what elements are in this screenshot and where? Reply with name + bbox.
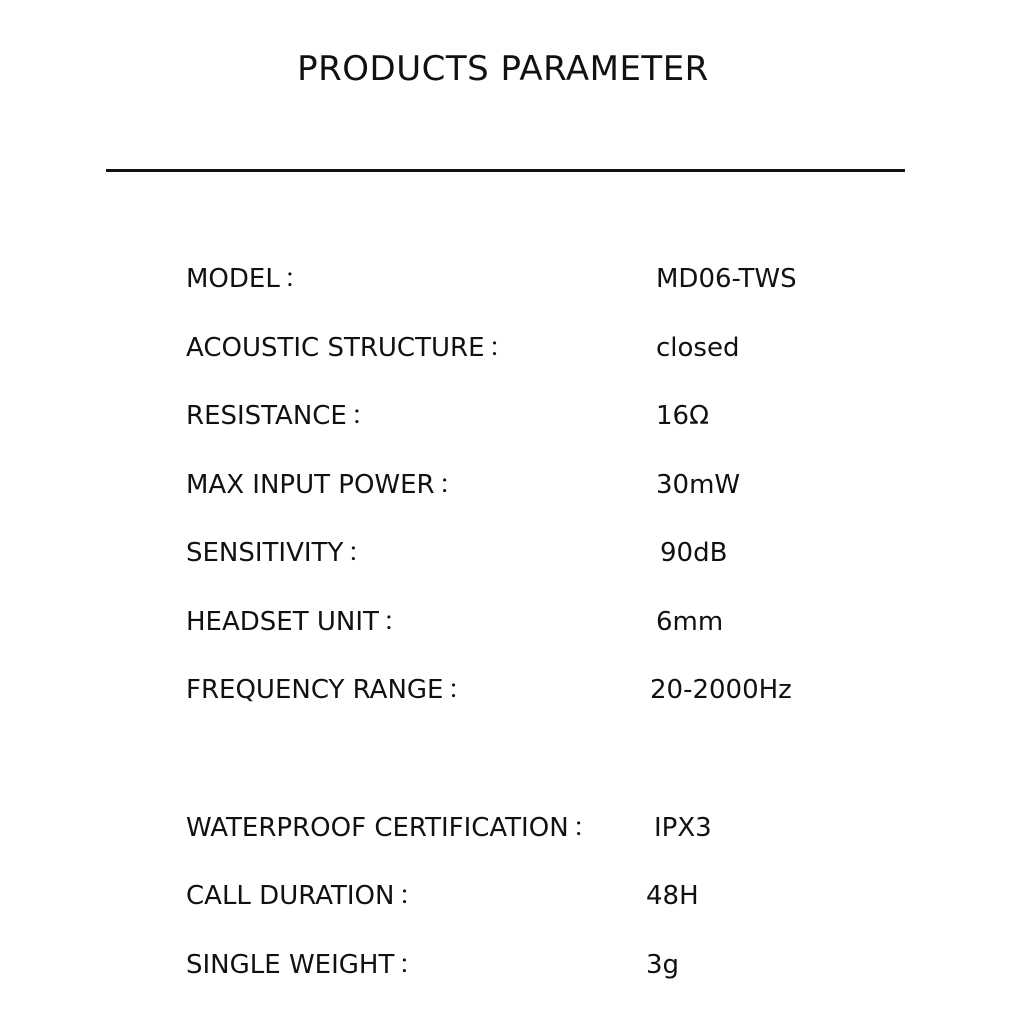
spec-row-call-duration xyxy=(0,876,1010,916)
spec-row-acoustic-structure xyxy=(0,328,1010,368)
spec-separator: ： xyxy=(350,401,377,431)
spec-label-text: SINGLE WEIGHT xyxy=(186,950,395,980)
spec-separator: ： xyxy=(398,881,425,911)
spec-row-model xyxy=(0,259,1010,299)
spec-separator: ： xyxy=(347,538,374,568)
spec-label xyxy=(186,945,424,985)
spec-row-single-weight xyxy=(0,945,1010,985)
spec-value: IPX3 xyxy=(654,813,712,843)
spec-value: 6mm xyxy=(656,607,724,637)
spec-row-waterproof-certification xyxy=(0,808,1010,848)
spec-label xyxy=(186,602,409,642)
spec-row-max-input-power xyxy=(0,465,1010,505)
spec-value: 3g xyxy=(646,950,680,980)
spec-value: closed xyxy=(656,333,740,363)
spec-label xyxy=(186,465,465,505)
spec-label-text: HEADSET UNIT xyxy=(186,607,379,637)
spec-label-text: MODEL xyxy=(186,264,280,294)
spec-row-headset-unit xyxy=(0,602,1010,642)
spec-label xyxy=(186,808,599,848)
spec-row-frequency-range xyxy=(0,670,1010,710)
spec-value: 16Ω xyxy=(656,401,709,431)
spec-label-text: FREQUENCY RANGE xyxy=(186,675,444,705)
spec-separator: ： xyxy=(382,607,409,637)
spec-separator: ： xyxy=(398,950,425,980)
spec-label-text: RESISTANCE xyxy=(186,401,347,431)
spec-label-text: MAX INPUT POWER xyxy=(186,470,435,500)
spec-separator: ： xyxy=(447,675,474,705)
spec-value: 48H xyxy=(646,881,699,911)
spec-row-sensitivity xyxy=(0,533,1010,573)
title-divider xyxy=(106,169,905,172)
spec-separator: ： xyxy=(283,264,310,294)
spec-value: 30mW xyxy=(656,470,741,500)
spec-label-text: CALL DURATION xyxy=(186,881,395,911)
spec-label xyxy=(186,396,377,436)
spec-separator: ： xyxy=(488,333,515,363)
spec-label xyxy=(186,670,474,710)
spec-label xyxy=(186,876,425,916)
spec-label xyxy=(186,259,310,299)
spec-label-text: SENSITIVITY xyxy=(186,538,344,568)
spec-value: 90dB xyxy=(660,538,728,568)
spec-label xyxy=(186,328,515,368)
spec-value: MD06-TWS xyxy=(656,264,797,294)
spec-separator: ： xyxy=(438,470,465,500)
spec-label-text: WATERPROOF CERTIFICATION xyxy=(186,813,569,843)
spec-row-resistance xyxy=(0,396,1010,436)
spec-separator: ： xyxy=(572,813,599,843)
spec-label-text: ACOUSTIC STRUCTURE xyxy=(186,333,485,363)
spec-value: 20-2000Hz xyxy=(650,675,792,705)
spec-label xyxy=(186,533,373,573)
page-title: PRODUCTS PARAMETER xyxy=(297,49,709,89)
